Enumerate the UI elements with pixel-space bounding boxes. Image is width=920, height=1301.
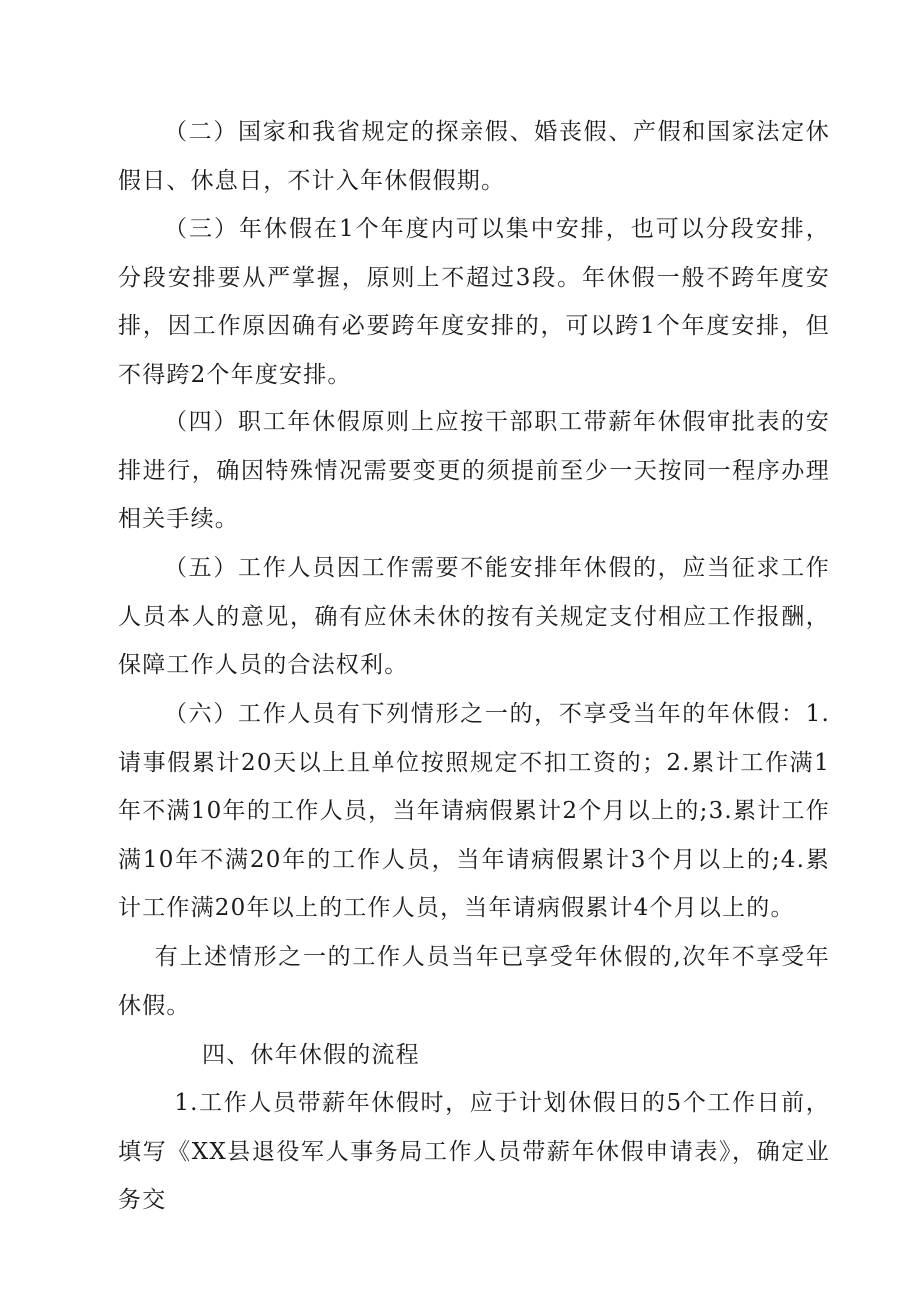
paragraph-exclusion-conditions: （六）工作人员有下列情形之一的，不享受当年的年休假：1.请事假累计20天以上且单位按照规定不扣工资的；2.累计工作满1年不满10年的工作人员，当年请病假累计2个月以上的;3.累计工作满10年不满20年的工作人员，当年请病假累计3个月以上的;4.累计工作满20年以上的工作人员，当年请病假累计4个月以上的。: [118, 701, 830, 921]
paragraph-next-year: 有上述情形之一的工作人员当年已享受年休假的,次年不享受年休假。: [118, 944, 830, 1019]
paragraph-unused-leave: （五）工作人员因工作需要不能安排年休假的，应当征求工作人员本人的意见，确有应休未休的按有关规定支付相应工作报酬，保障工作人员的合法权利。: [118, 555, 830, 678]
paragraph-step-1: 1.工作人员带薪年休假时，应于计划休假日的5个工作日前，填写《XX县退役军人事务局工作人员带薪年休假申请表》，确定业务交: [118, 1090, 830, 1213]
section-heading: 四、休年休假的流程: [202, 1042, 420, 1068]
paragraph-holidays-excluded: （二）国家和我省规定的探亲假、婚丧假、产假和国家法定休假日、休息日，不计入年休假假期。: [118, 119, 830, 194]
paragraph-scheduling: （三）年休假在1个年度内可以集中安排，也可以分段安排，分段安排要从严掌握，原则上不超过3段。年休假一般不跨年度安排，因工作原因确有必要跨年度安排的，可以跨1个年度安排，但不得跨2个年度安排。: [118, 216, 830, 388]
paragraph-approval-form: （四）职工年休假原则上应按干部职工带薪年休假审批表的安排进行，确因特殊情况需要变更的须提前至少一天按同一程序办理相关手续。: [118, 409, 830, 532]
